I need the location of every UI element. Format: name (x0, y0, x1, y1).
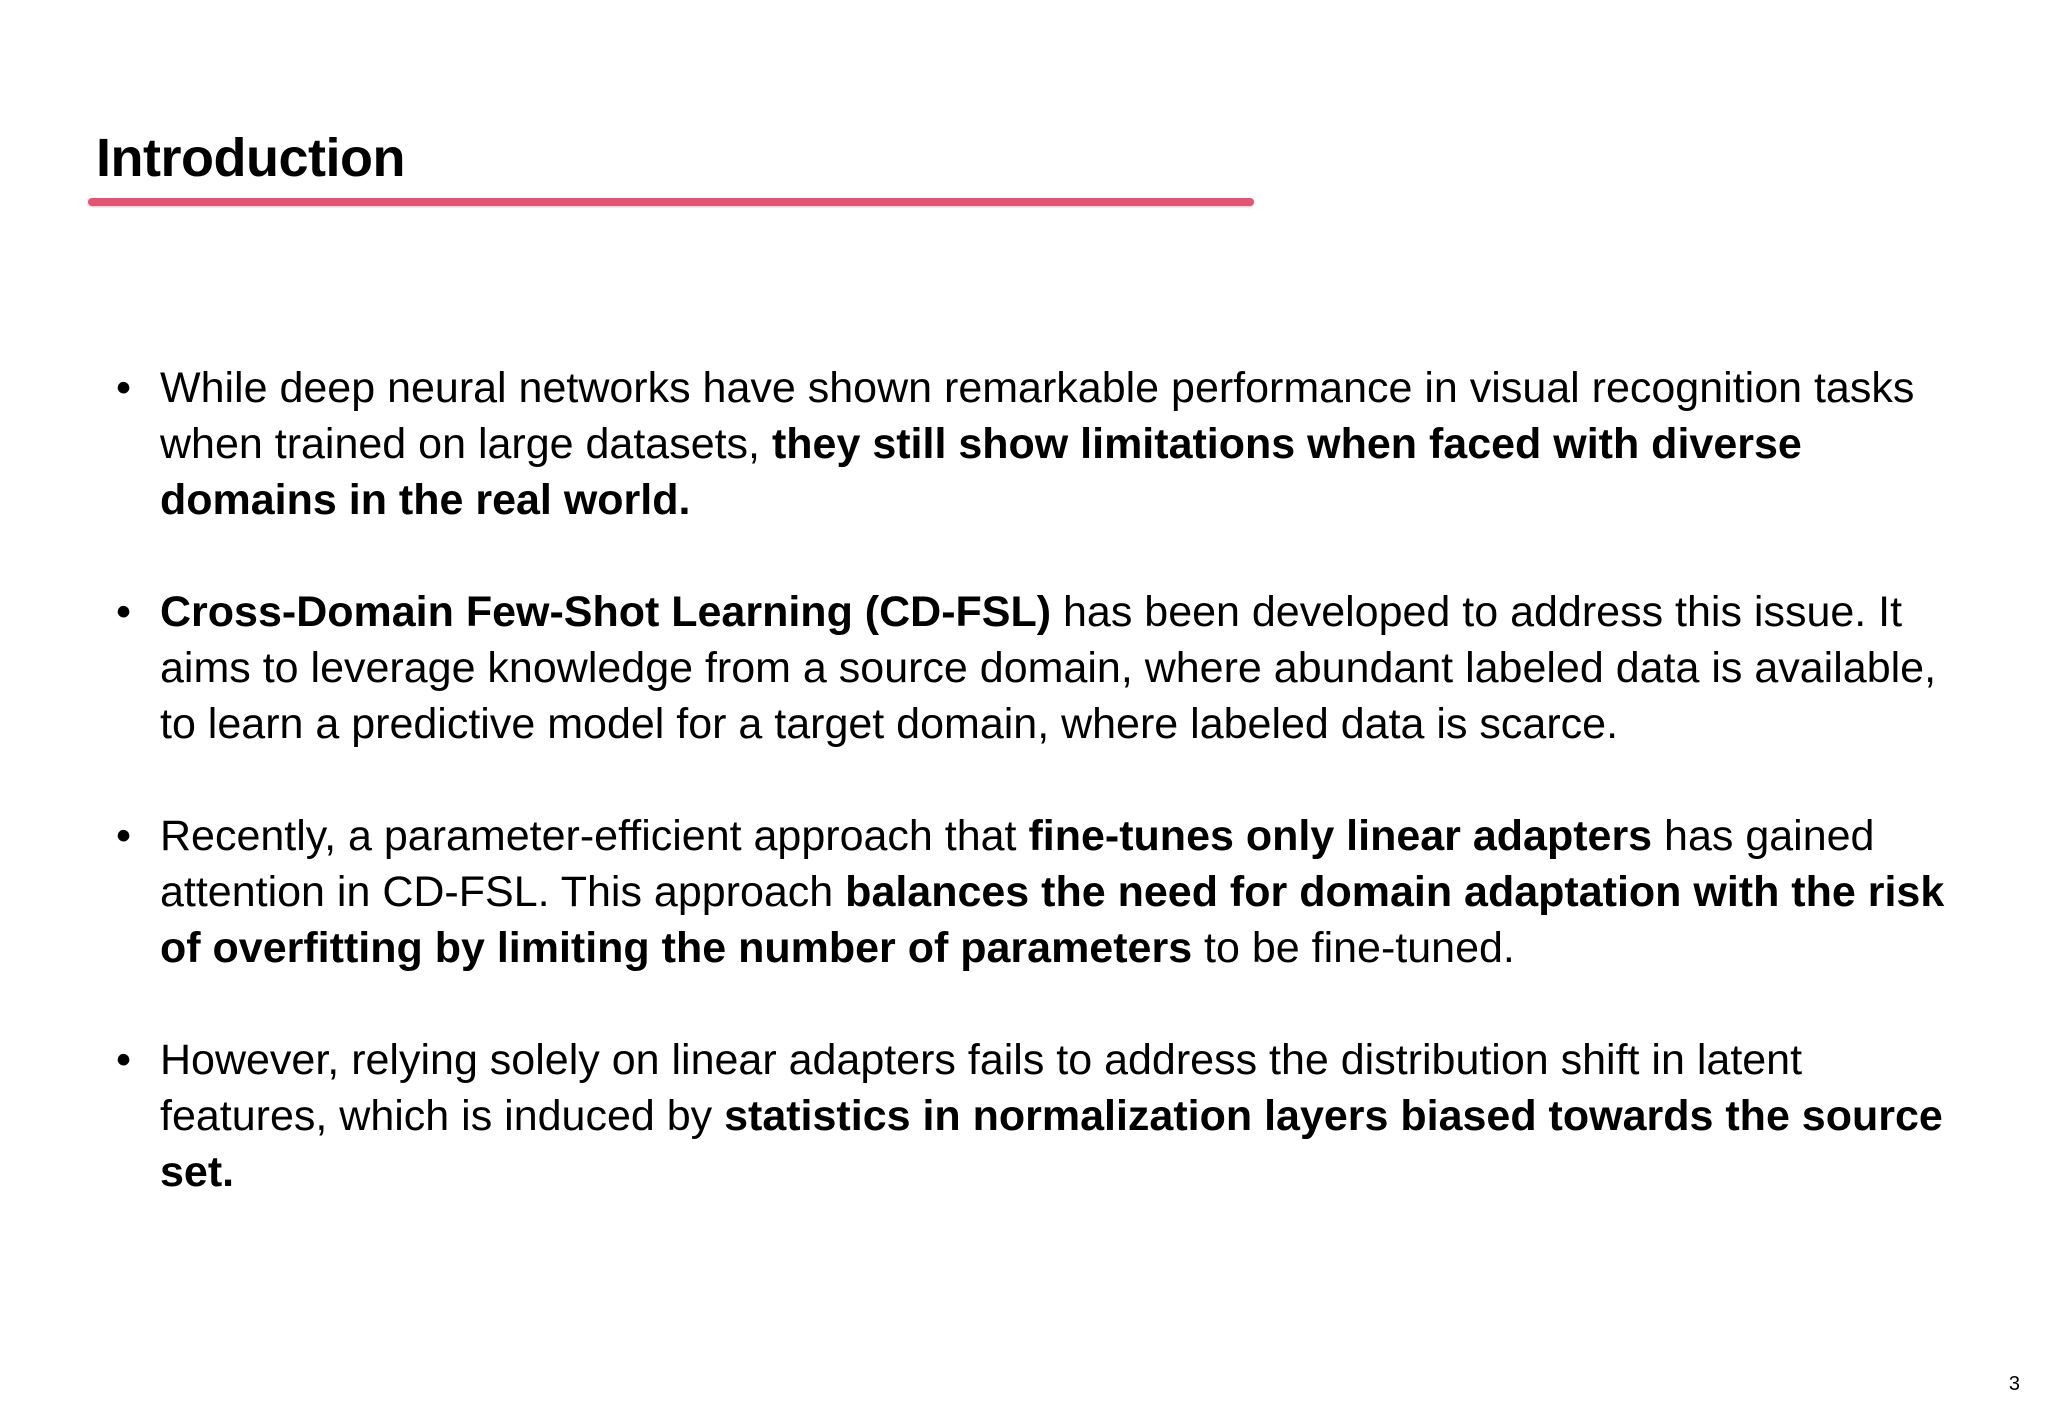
bullet-text-segment: has gained attention in CD-FSL. This approach (160, 812, 1875, 916)
bullet-item (116, 584, 1976, 752)
bullet-text-emphasis: they still show limitations when faced with diverse domains in the real world. (160, 420, 1802, 524)
bullet-text-emphasis: fine-tunes only linear adapters (1028, 812, 1653, 860)
bullet-text-segment: However, relying solely on linear adapters fails to address the distribution shift in latent features, which is induced by (160, 1036, 1803, 1140)
bullet-icon: • (116, 588, 132, 636)
bullet-text-emphasis: Cross-Domain Few-Shot Learning (CD-FSL) (160, 588, 1052, 636)
title-underline (88, 198, 1254, 206)
slide-title: Introduction (96, 128, 405, 188)
bullet-text (160, 588, 1936, 748)
bullet-text-segment: to be fine-tuned. (1192, 924, 1515, 972)
bullet-text (160, 1036, 1943, 1196)
bullet-text-emphasis: balances the need for domain adaptation with the risk of overfitting by limiting the number of parameters (160, 868, 1945, 972)
bullet-text-segment: has been developed to address this issue. It aims to leverage knowledge from a source domain, where abundant labeled data is available, to learn a predictive model for a target domain, where labeled data is scarce. (160, 588, 1937, 748)
bullet-text-emphasis: statistics in normalization layers biased towards the source set. (160, 1092, 1943, 1196)
bullet-text-segment: Recently, a parameter-efficient approach that (160, 812, 1029, 860)
page-number: 3 (2008, 1373, 2020, 1395)
bullet-text (160, 364, 1914, 524)
bullet-list (116, 360, 1976, 1256)
bullet-icon: • (116, 1036, 132, 1084)
bullet-icon: • (116, 364, 132, 412)
bullet-item (116, 1032, 1976, 1200)
bullet-icon: • (116, 812, 132, 860)
bullet-text (160, 812, 1944, 972)
bullet-text-segment: While deep neural networks have shown remarkable performance in visual recognition tasks when trained on large datasets, (160, 364, 1915, 468)
bullet-item (116, 360, 1976, 528)
bullet-item (116, 808, 1976, 976)
